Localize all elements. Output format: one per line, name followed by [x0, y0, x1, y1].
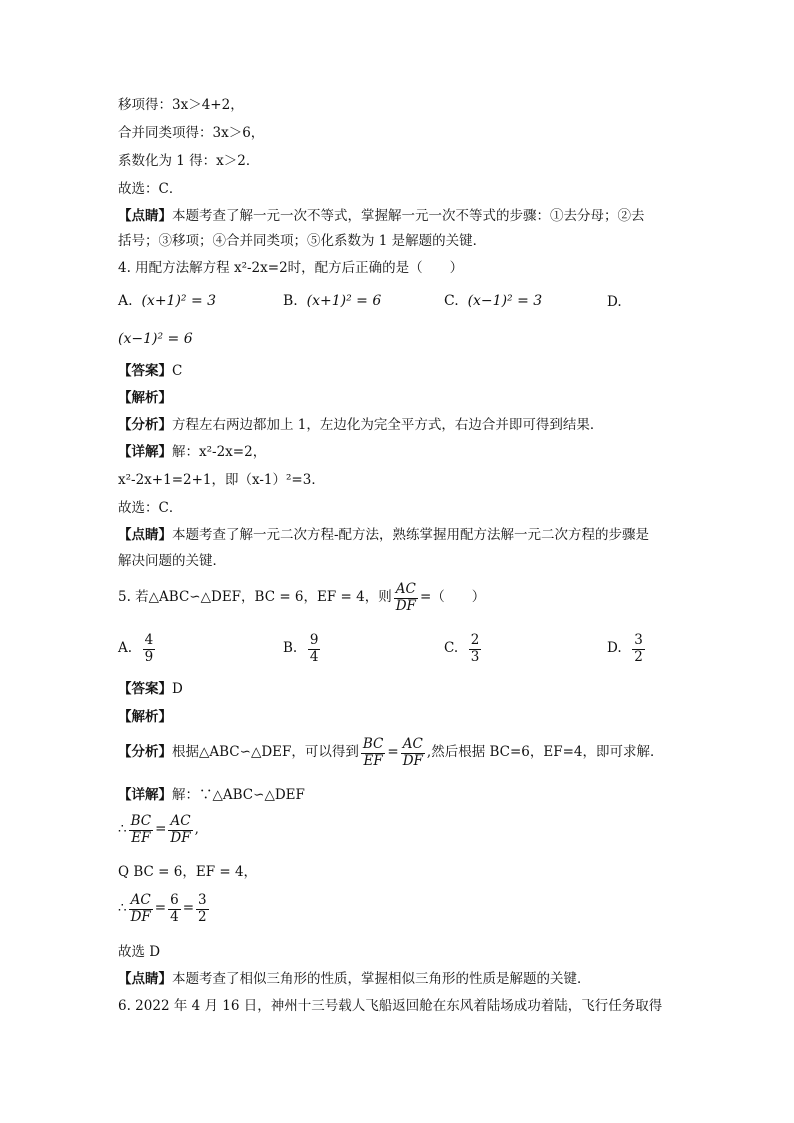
- denominator: 4: [309, 648, 319, 665]
- section-tag: 【分析】: [118, 744, 172, 761]
- text-line: [118, 529, 649, 543]
- analysis-heading: 【解析】: [118, 709, 172, 725]
- text-line: Q BC = 6，EF = 4，: [118, 864, 258, 880]
- fraction: [168, 815, 192, 845]
- q5-option-c: [444, 634, 483, 664]
- text-line: 故选：C．: [118, 500, 183, 516]
- option-text: (x+1)² = 6: [306, 293, 382, 309]
- answer-line: [118, 683, 183, 697]
- text-line: [118, 973, 591, 987]
- denominator: DF: [170, 829, 191, 846]
- section-tag: 【答案】: [118, 681, 172, 697]
- analysis-heading: 【解析】: [118, 390, 172, 406]
- numerator: BC: [362, 736, 384, 752]
- fraction: [129, 815, 154, 845]
- numerator: 4: [144, 632, 154, 648]
- answer-value: C: [172, 363, 183, 379]
- fraction: [401, 738, 425, 768]
- section-tag: 【点睛】: [118, 971, 172, 987]
- denominator: DF: [402, 752, 423, 769]
- text-content: 解：∵△ABC∽△DEF: [172, 787, 305, 803]
- option-label: B.: [283, 293, 298, 309]
- option-text: (x−1)² = 3: [467, 293, 543, 309]
- numerator: AC: [130, 892, 151, 908]
- q4-option-d-label: D.: [607, 294, 622, 310]
- text-line: [118, 446, 266, 460]
- text-line: [118, 210, 645, 224]
- option-label: A.: [118, 640, 133, 657]
- denominator: DF: [130, 908, 151, 925]
- denominator: 2: [634, 648, 643, 665]
- numerator: 6: [170, 892, 179, 908]
- option-text: (x+1)² = 3: [141, 293, 217, 309]
- text-line: [118, 738, 664, 768]
- text-content: ,: [194, 821, 199, 838]
- text-content: 解：x²-2x=2，: [172, 444, 267, 460]
- text-line: [118, 789, 305, 803]
- text-content: 本题考查了解一元一次不等式，掌握解一元一次不等式的步骤：①去分母；②去: [172, 208, 645, 224]
- numerator: 3: [634, 632, 643, 648]
- q4-option-d: (x−1)² = 6: [118, 331, 193, 347]
- text-line: 故选 D: [118, 944, 161, 960]
- text-content: 本题考查了相似三角形的性质，掌握相似三角形的性质是解题的关键．: [172, 971, 591, 987]
- section-tag: 【详解】: [118, 444, 172, 460]
- question-5: [118, 583, 485, 613]
- fraction: [308, 634, 321, 664]
- fraction: [361, 738, 386, 768]
- section-tag: 【详解】: [118, 787, 172, 803]
- question-4: 4. 用配方法解方程 x²-2x=2时，配方后正确的是（ ）: [118, 260, 464, 276]
- text-line: 故选：C．: [118, 181, 183, 197]
- denominator: DF: [395, 597, 416, 614]
- text-content: 本题考查了解一元二次方程-配方法，熟练掌握用配方法解一元二次方程的步骤是: [172, 527, 650, 543]
- denominator: 2: [198, 908, 207, 925]
- q4-option-b: [283, 294, 381, 308]
- option-label: C.: [444, 640, 459, 657]
- fraction: [129, 894, 153, 924]
- numerator: AC: [395, 581, 416, 597]
- question-6: 6. 2022 年 4 月 16 日，神州十三号载人飞船返回舱在东风着陆场成功着陆，飞行任务取得: [118, 998, 663, 1014]
- numerator: BC: [130, 813, 152, 829]
- q5-option-a: [118, 634, 157, 664]
- fraction: [469, 634, 482, 664]
- denominator: EF: [131, 829, 151, 846]
- numerator: 3: [198, 892, 207, 908]
- denominator: EF: [363, 752, 383, 769]
- section-tag: 【分析】: [118, 417, 172, 433]
- text-line: x²-2x+1=2+1，即（x-1）²=3．: [118, 472, 325, 488]
- fraction: [143, 634, 156, 664]
- fraction: [632, 634, 645, 664]
- section-tag: 【点睛】: [118, 527, 172, 543]
- option-label: B.: [283, 640, 298, 657]
- numerator: AC: [402, 736, 423, 752]
- text-content: ,然后根据 BC=6，EF=4，即可求解．: [426, 744, 664, 761]
- q5-option-b: [283, 634, 322, 664]
- fraction: [394, 583, 418, 613]
- text-line: [118, 815, 199, 845]
- denominator: 3: [470, 648, 480, 665]
- fraction: [196, 894, 209, 924]
- option-label: C.: [444, 293, 459, 309]
- answer-line: [118, 365, 182, 379]
- equals-sign: =: [182, 900, 195, 917]
- denominator: 4: [170, 908, 179, 925]
- q5-option-d: [607, 634, 647, 664]
- text-content: 方程左右两边都加上 1，左边化为完全平方式，右边合并即可得到结果．: [172, 417, 604, 433]
- therefore-symbol: ∴: [118, 900, 127, 917]
- q4-option-c: [444, 294, 542, 308]
- option-label: A.: [118, 293, 133, 309]
- text-line: [118, 419, 603, 433]
- numerator: 9: [309, 632, 319, 648]
- numerator: AC: [170, 813, 191, 829]
- text-content: 根据△ABC∽△DEF，可以得到: [172, 744, 359, 761]
- therefore-symbol: ∴: [118, 821, 127, 838]
- question-text: =（ ）: [419, 589, 486, 606]
- text-line: 括号；③移项；④合并同类项；⑤化系数为 1 是解题的关键．: [118, 233, 487, 249]
- numerator: 2: [470, 632, 480, 648]
- question-text: 5. 若△ABC∽△DEF，BC = 6，EF = 4，则: [118, 589, 392, 606]
- q4-option-a: [118, 294, 216, 308]
- equals-sign: =: [154, 900, 167, 917]
- equals-sign: =: [387, 744, 399, 761]
- text-line: 系数化为 1 得：x＞2．: [118, 153, 260, 169]
- section-tag: 【答案】: [118, 363, 172, 379]
- denominator: 9: [144, 648, 154, 665]
- equals-sign: =: [155, 821, 167, 838]
- text-line: [118, 894, 211, 924]
- fraction: [168, 894, 181, 924]
- text-line: 解决问题的关键．: [118, 553, 226, 569]
- answer-value: D: [172, 681, 183, 697]
- section-tag: 【点睛】: [118, 208, 172, 224]
- option-label: D.: [607, 640, 622, 657]
- text-line: 合并同类项得：3x＞6，: [118, 125, 265, 141]
- text-line: 移项得：3x＞4+2，: [118, 97, 244, 113]
